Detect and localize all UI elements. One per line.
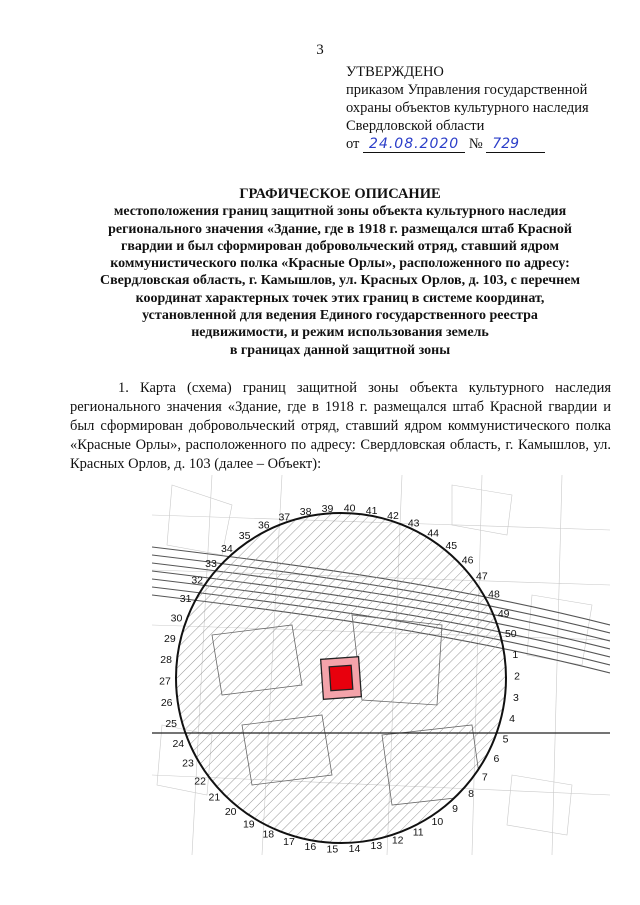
number-prefix: № (468, 136, 483, 152)
paragraph-1: 1. Карта (схема) границ защитной зоны объекта культурного наследия регионального значения «Здание, где в 1918 г. размещался штаб Красной гвардии и был сформирован добровольческий отряд, ставший ядром коммунистического полка «Красные Орлы», расположенного по адресу: Свердловская область, г. Камышлов, ул. Красных Орлов, д. 103 (далее – Объект): (70, 380, 611, 472)
title-line-8: недвижимости, и режим использования земель (191, 325, 489, 341)
point-label-32: 32 (191, 574, 204, 587)
point-label-22: 22 (194, 775, 206, 788)
point-label-44: 44 (427, 527, 440, 540)
point-label-49: 49 (497, 607, 510, 620)
point-label-2: 2 (514, 670, 520, 683)
point-label-3: 3 (512, 692, 519, 704)
approval-line-1: приказом Управления государственной (346, 82, 588, 98)
approval-line-2: охраны объектов культурного наследия (346, 100, 589, 116)
zone-map (152, 475, 610, 855)
point-label-30: 30 (170, 612, 183, 625)
point-label-35: 35 (238, 530, 251, 543)
point-label-31: 31 (179, 592, 192, 605)
title-line-2: регионального значения «Здание, где в 1918 г. размещался штаб Красной (108, 221, 572, 237)
point-label-50: 50 (504, 628, 517, 641)
point-label-4: 4 (509, 713, 516, 726)
point-label-46: 46 (461, 554, 474, 567)
point-label-13: 13 (370, 840, 383, 853)
title-line-3: гвардии и был сформирован добровольческий отряд, ставший ядром (120, 238, 560, 254)
point-label-33: 33 (205, 557, 217, 570)
object-building (329, 665, 353, 690)
point-label-37: 37 (278, 511, 291, 524)
approval-heading: УТВЕРЖДЕНО (346, 64, 444, 80)
point-label-16: 16 (304, 841, 317, 854)
title-line-7: установленной для ведения Единого государственного реестра (142, 308, 538, 324)
date-prefix: от (346, 136, 360, 152)
point-label-8: 8 (468, 788, 474, 801)
point-label-47: 47 (476, 570, 488, 583)
point-label-11: 11 (412, 826, 424, 839)
point-label-36: 36 (257, 519, 270, 532)
point-label-17: 17 (283, 836, 295, 849)
point-label-34: 34 (221, 543, 233, 555)
number-value: 729 (486, 136, 545, 153)
point-label-42: 42 (387, 509, 399, 522)
point-label-9: 9 (452, 803, 459, 815)
point-label-21: 21 (208, 791, 221, 804)
point-label-19: 19 (242, 818, 255, 831)
point-label-40: 40 (343, 502, 356, 515)
title-heading: ГРАФИЧЕСКОЕ ОПИСАНИЕ (239, 186, 441, 202)
point-label-12: 12 (391, 834, 404, 847)
page-number: 3 (316, 42, 324, 58)
approval-date-number (346, 135, 616, 153)
point-label-41: 41 (365, 504, 378, 517)
point-label-29: 29 (164, 632, 176, 645)
point-label-5: 5 (502, 733, 509, 746)
title-line-6: координат характерных точек этих границ в системе координат, (135, 290, 545, 306)
point-label-14: 14 (348, 843, 361, 855)
point-label-10: 10 (431, 815, 444, 828)
point-label-1: 1 (512, 649, 519, 662)
point-label-26: 26 (160, 696, 173, 709)
title-line-5: Свердловская область, г. Камышлов, ул. Красных Орлов, д. 103, с перечнем (99, 273, 581, 289)
point-label-43: 43 (407, 517, 420, 530)
point-label-6: 6 (493, 753, 500, 766)
point-label-25: 25 (165, 717, 178, 730)
title-line-9: в границах данной защитной зоны (229, 342, 451, 358)
point-label-18: 18 (262, 828, 275, 841)
point-label-7: 7 (481, 771, 488, 784)
approval-block (346, 63, 616, 153)
date-value: 24.08.2020 (363, 136, 465, 153)
title-line-1: местоположения границ защитной зоны объекта культурного наследия (113, 204, 567, 220)
approval-line-3: Свердловской области (346, 118, 485, 134)
point-label-27: 27 (159, 675, 171, 688)
point-label-28: 28 (160, 654, 172, 666)
point-label-45: 45 (445, 540, 458, 552)
point-label-48: 48 (488, 588, 500, 601)
point-label-23: 23 (182, 757, 194, 770)
point-label-24: 24 (172, 738, 185, 751)
point-label-39: 39 (321, 502, 334, 515)
document-title (70, 186, 610, 359)
point-label-15: 15 (326, 843, 339, 855)
point-label-20: 20 (224, 806, 237, 818)
title-line-4: коммунистического полка «Красные Орлы», расположенного по адресу: (110, 256, 570, 272)
point-label-38: 38 (299, 505, 312, 518)
